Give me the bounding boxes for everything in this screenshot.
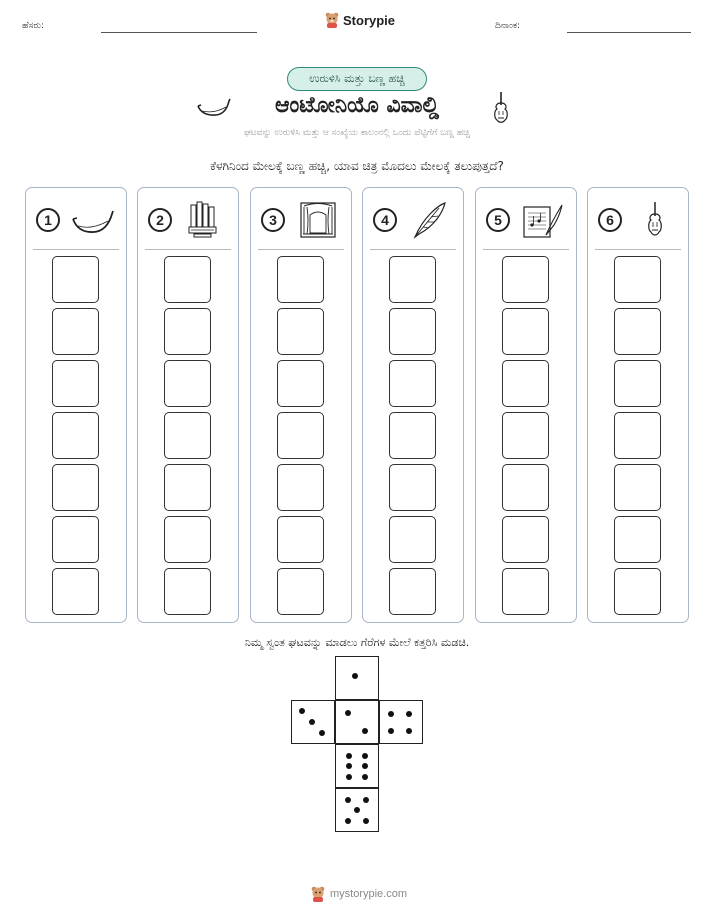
- column-header: [36, 201, 120, 241]
- color-box[interactable]: [389, 464, 436, 511]
- column-4: [362, 187, 464, 623]
- color-box[interactable]: [389, 360, 436, 407]
- activity-tag: ಉರುಳಿಸಿ ಮತ್ತು ಬಣ್ಣ ಹಚ್ಚಿ: [287, 67, 427, 91]
- die-pip: [299, 708, 305, 714]
- color-box[interactable]: [52, 308, 99, 355]
- column-5: [475, 187, 577, 623]
- color-box[interactable]: [502, 360, 549, 407]
- color-box[interactable]: [614, 412, 661, 459]
- color-box[interactable]: [52, 568, 99, 615]
- cutout-instruction: ನಿಮ್ಮ ಸ್ವಂತ ಘಟವನ್ನು ಮಾಡಲು ಗೆರೆಗಳ ಮೇಲೆ ಕತ್ತರಿಸಿ ಮಡಚಿ.: [244, 636, 470, 649]
- die-pip: [362, 763, 368, 769]
- pipe-organ-icon: [182, 201, 228, 239]
- bear-mascot-icon: [325, 12, 339, 28]
- footer-url[interactable]: mystorypie.com: [330, 888, 408, 900]
- color-box[interactable]: [164, 568, 211, 615]
- color-box[interactable]: [502, 308, 549, 355]
- column-number: 6: [598, 208, 622, 232]
- die-pip: [388, 711, 394, 717]
- color-box[interactable]: [164, 516, 211, 563]
- die-pip: [345, 797, 351, 803]
- color-box[interactable]: [389, 412, 436, 459]
- die-pip: [346, 753, 352, 759]
- color-box[interactable]: [164, 256, 211, 303]
- die-pip: [363, 818, 369, 824]
- die-pip: [362, 753, 368, 759]
- die-pip: [345, 710, 351, 716]
- die-pip: [406, 711, 412, 717]
- color-box[interactable]: [52, 412, 99, 459]
- die-face-3: [291, 700, 335, 744]
- column-header: [261, 201, 345, 241]
- date-label: ದಿನಾಂಕ:: [495, 21, 521, 31]
- date-line[interactable]: [567, 32, 691, 33]
- die-pip: [352, 673, 358, 679]
- color-box[interactable]: [277, 516, 324, 563]
- color-box[interactable]: [52, 516, 99, 563]
- footer: [311, 886, 407, 902]
- color-box[interactable]: [277, 568, 324, 615]
- color-box[interactable]: [277, 464, 324, 511]
- color-box[interactable]: [164, 412, 211, 459]
- quill-feather-icon: [407, 201, 453, 239]
- color-box[interactable]: [502, 412, 549, 459]
- die-face-5: [335, 788, 379, 832]
- column-header: [373, 201, 457, 241]
- color-box[interactable]: [502, 256, 549, 303]
- color-box[interactable]: [389, 256, 436, 303]
- gondola-icon: [70, 201, 116, 239]
- color-box[interactable]: [614, 360, 661, 407]
- column-header: [486, 201, 570, 241]
- die-pip: [362, 728, 368, 734]
- die-pip: [363, 797, 369, 803]
- color-box[interactable]: [389, 516, 436, 563]
- color-box[interactable]: [164, 360, 211, 407]
- color-box[interactable]: [502, 568, 549, 615]
- column-number: 4: [373, 208, 397, 232]
- column-header: [598, 201, 682, 241]
- die-face-4: [379, 700, 423, 744]
- color-box[interactable]: [52, 360, 99, 407]
- column-1: [25, 187, 127, 623]
- color-box[interactable]: [502, 464, 549, 511]
- subtitle: ಘಟವನ್ನು ಉರುಳಿಸಿ ಮತ್ತು ಆ ಸಂಖ್ಯೆಯ ಕಾಲಂನಲ್ಲಿ ಒಂದು ಪೆಟ್ಟಿಗೆಗೆ ಬಣ್ಣ ಹಚ್ಚಿ: [244, 128, 470, 138]
- violin-icon: [490, 91, 512, 125]
- column-number: 3: [261, 208, 285, 232]
- color-box[interactable]: [389, 568, 436, 615]
- color-box[interactable]: [614, 308, 661, 355]
- color-box[interactable]: [614, 568, 661, 615]
- color-box[interactable]: [277, 360, 324, 407]
- color-box[interactable]: [277, 412, 324, 459]
- die-face-1: [335, 656, 379, 700]
- color-box[interactable]: [614, 464, 661, 511]
- die-pip: [346, 763, 352, 769]
- color-box[interactable]: [52, 256, 99, 303]
- die-pip: [319, 730, 325, 736]
- violin-icon: [632, 201, 678, 239]
- color-box[interactable]: [614, 256, 661, 303]
- color-box[interactable]: [614, 516, 661, 563]
- die-pip: [346, 774, 352, 780]
- column-header: [148, 201, 232, 241]
- die-face-1-center: [335, 700, 379, 744]
- column-number: 1: [36, 208, 60, 232]
- color-box[interactable]: [164, 308, 211, 355]
- column-number: 5: [486, 208, 510, 232]
- color-box[interactable]: [52, 464, 99, 511]
- color-box[interactable]: [502, 516, 549, 563]
- brand-logo: [325, 12, 395, 28]
- die-pip: [345, 818, 351, 824]
- column-6: [587, 187, 689, 623]
- die-pip: [406, 728, 412, 734]
- name-line[interactable]: [101, 32, 257, 33]
- column-number: 2: [148, 208, 172, 232]
- sheet-music-icon: [520, 201, 566, 239]
- page-title: ಆಂಟೋನಿಯೊ ವಿವಾಲ್ಡಿ: [274, 93, 440, 118]
- die-pip: [309, 719, 315, 725]
- brand-name: Storypie: [343, 12, 396, 28]
- bear-mascot-icon: [311, 886, 325, 902]
- die-pip: [354, 807, 360, 813]
- name-label: ಹೆಸರು:: [22, 21, 45, 31]
- column-3: [250, 187, 352, 623]
- theater-stage-icon: [295, 201, 341, 239]
- color-box[interactable]: [164, 464, 211, 511]
- die-pip: [362, 774, 368, 780]
- color-box[interactable]: [277, 308, 324, 355]
- color-box[interactable]: [277, 256, 324, 303]
- question-text: ಕೆಳಗಿನಿಂದ ಮೇಲಕ್ಕೆ ಬಣ್ಣ ಹಚ್ಚಿ, ಯಾವ ಚಿತ್ರ ಮೊದಲು ಮೇಲಕ್ಕೆ ತಲುಪುತ್ತದೆ?: [210, 159, 504, 173]
- die-face-6: [335, 744, 379, 788]
- column-2: [137, 187, 239, 623]
- color-box[interactable]: [389, 308, 436, 355]
- die-pip: [388, 728, 394, 734]
